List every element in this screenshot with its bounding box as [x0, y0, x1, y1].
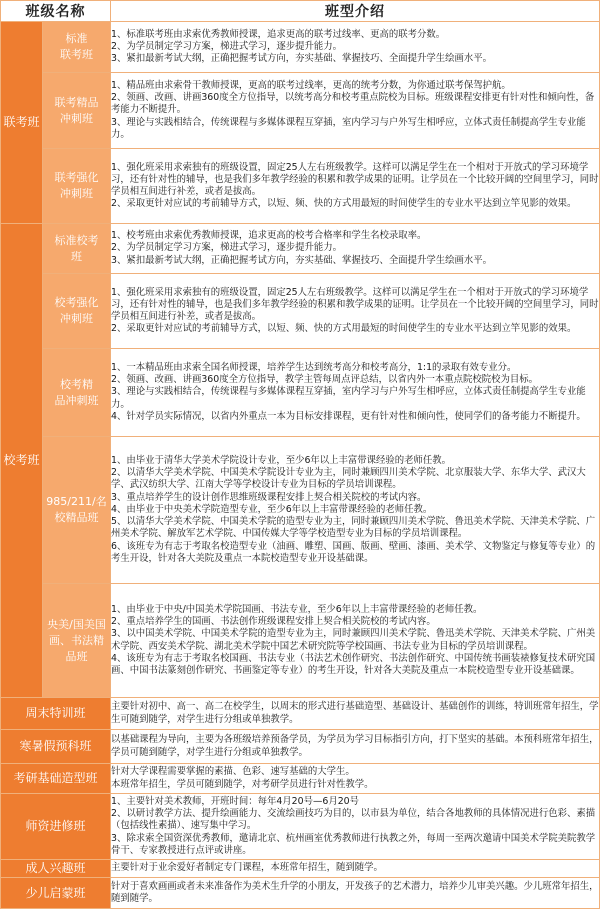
- desc-line: 2、重点培养学生的国画、书法创作班级课程安排上契合相关院校的考试内容。: [111, 616, 436, 628]
- class-name-label: 985/211/名 校精品班: [46, 495, 107, 524]
- class-adult: 成人兴趣班: [1, 860, 111, 878]
- table-row: [1, 730, 600, 764]
- desc-line: 1、精品班由求索骨干教师授课，更高的联考过线率，更高的统考分数，为你通过联考保驾护航。: [111, 79, 511, 91]
- desc-line: 针对于喜欢画画或者未来准备作为美术生升学的小朋友，开发孩子的艺术潜力，培养少儿审美兴趣。少儿班常年招生，随到随学。: [111, 880, 599, 904]
- class-description: [111, 584, 600, 698]
- desc-line: 3、除求索全国资深优秀教师，邀请北京、杭州画室优秀教师进行执教之外，每周一至两次邀请中国美术学院美院教学骨干、专家教授进行点评或讲座。: [111, 832, 596, 856]
- desc-line: 3、紧扣最新考试大纲，正确把握考试方向，夯实基础、掌握技巧、全面提升学生绘画水平。: [111, 254, 492, 266]
- class-description: [111, 349, 600, 437]
- class-name-label: 校考精 品冲刺班: [54, 377, 99, 407]
- desc-line: 2、领画、改画、讲画360度全方位指导，以统考高分和校考重点院校为目标。班级课程安排更有针对性和倾向性，备考能力不断提升。: [111, 92, 595, 116]
- desc-line: 2、为学员制定学习方案，梯进式学习，逐步提升能力。: [111, 242, 342, 254]
- desc-line: 2、采取更针对应试的考前辅导方式，以短、频、快的方式用最短的时间使学生的专业水平达到立竿见影的效果。: [111, 198, 577, 210]
- table-row: [1, 878, 600, 909]
- desc-line: 4、针对学员实际情况，以省内外重点一本为目标安排课程，更有针对性和倾向性，使同学们的备考能力不断提升。: [111, 410, 586, 422]
- desc-line: 主要针对初中、高一、高二在校学生，以周末的形式进行基础造型、基础设计、基础创作的训练，特训班常年招生，学生可随到随学，对学生进行分组或单独教学。: [111, 701, 599, 725]
- desc-line: 1、一本精品班由求索全国名师授课，培养学生达到统考高分和校考高分，1:1的录取有效专业分。: [111, 361, 517, 373]
- desc-line: 主要针对于业余爱好者制定专门课程，本班常年招生，随到随学。: [111, 862, 383, 874]
- class-teacher: 师资进修班: [1, 794, 111, 860]
- class-children: 少儿启蒙班: [1, 878, 111, 909]
- desc-line: 以基础课程为导向，主要为各班级培养预备学员，为学员为学习目标指引方向，打下坚实的基础。本预科班常年招生，学员可随到随学，对学生进行分组或单独教学。: [111, 734, 599, 758]
- class-name: [43, 274, 111, 349]
- desc-line: 4、由毕业于中央美术学院造型专业，至少6年以上丰富带课经验的老师任教。: [111, 503, 433, 515]
- desc-line: 6、该班专为有志于考取名校造型专业（油画、雕塑、国画、版画、壁画、漆画、美术学、文物鉴定与修复等专业）的考生开设，针对各大美院及重点一本院校造型专业开设基础课。: [111, 540, 596, 564]
- desc-line: 2、为学员制定学习方案，梯进式学习，逐步提升能力。: [111, 40, 342, 52]
- class-description: [111, 698, 600, 730]
- class-description: [111, 274, 600, 349]
- class-holiday: 寒暑假预科班: [1, 730, 111, 764]
- desc-line: 3、紧扣最新考试大纲，正确把握考试方向，夯实基础、掌握技巧、全面提升学生绘画水平。: [111, 53, 492, 65]
- table-row: [1, 22, 600, 73]
- desc-line: 3、以中国美术学院、中国美术学院的造型专业为主，同时兼顾四川美术学院、鲁迅美术学院、天津美术学院、广州美术学院、西安美术学院、湖北美术学院中国艺术研究院等学校国画、书法专业为目标的学员培训课程。: [111, 628, 596, 652]
- desc-line: 2、以研讨教学方法、提升绘画能力、交流绘画技巧为目的，以市县为单位，结合各地教师的具体情况进行色彩、素描（包括线性素描）、速写集中学习。: [111, 808, 596, 832]
- class-name: [43, 349, 111, 437]
- class-weekend: 周末特训班: [1, 698, 111, 730]
- header-class-name: 班级名称: [1, 1, 111, 22]
- table-row: [1, 764, 600, 794]
- desc-line: 1、主要针对美术教师，开班时间：每年4月20号—6月20号: [111, 795, 360, 807]
- table-row: [1, 437, 600, 584]
- table-row: [1, 794, 600, 860]
- group-xiaokao: 校考班: [1, 224, 43, 698]
- class-description: [111, 224, 600, 274]
- desc-line: 1、校考班由求索优秀教师授课，追求更高的校考合格率和学生名校录取率。: [111, 230, 427, 242]
- class-name: [43, 437, 111, 584]
- desc-line: 3、重点培养学生的设计创作思维班级课程安排上契合相关院校的考试内容。: [111, 491, 427, 503]
- desc-line: 1、强化班采用求索独有的班级设置，固定25人左右班级教学。这样可以满足学生在一个相对于开放式的学习环境学习，还有针对性的辅导，也是我们多年教学经验的积累和教学成果的证明。让学员在一个比较开阔的空间里学习，同时学员相互间进行补差，或者是拔高。: [111, 286, 599, 322]
- desc-line: 4、该班专为有志于考取名校国画、书法专业（书法艺术创作研究、书法创作研究、中国传统书画装裱修复技术研究国画、中国书法篆刻创作研究、书画鉴定等专业）的考生开设，针对各大美院及重点一本院校造型专业开设基础课。: [111, 652, 596, 676]
- table-row: [1, 149, 600, 224]
- class-name: [43, 22, 111, 73]
- class-description: [111, 437, 600, 584]
- class-description: [111, 73, 600, 149]
- class-description: [111, 878, 600, 909]
- class-description: [111, 149, 600, 224]
- class-description: [111, 730, 600, 764]
- desc-line: 1、强化班采用求索独有的班级设置，固定25人左右班级教学。这样可以满足学生在一个相对于开放式的学习环境学习，还有针对性的辅导，也是我们多年教学经验的积累和教学成果的证明。让学员在一个比较开阔的空间里学习，同时学员相互间进行补差，或者是拔高。: [111, 161, 599, 197]
- class-name-label: 标准校考 班: [54, 233, 99, 263]
- class-description: [111, 22, 600, 73]
- class-name-label: 联考精品 冲刺班: [54, 95, 99, 125]
- class-name: [43, 73, 111, 149]
- desc-line: 本班常年招生，学员可随到随学，对考研学员进行针对性教学。: [111, 778, 374, 790]
- desc-line: 3、理论与实践相结合，传统课程与多媒体课程互穿插，室内学习与户外写生相呼应，立体式责任制提高学生专业能力。: [111, 116, 586, 140]
- class-description: [111, 860, 600, 878]
- class-name-label: 校考强化 冲刺班: [54, 296, 99, 325]
- header-class-intro: 班型介绍: [111, 1, 600, 22]
- header-row: [1, 1, 600, 22]
- desc-line: 1、由毕业于中央/中国美术学院国画、书法专业，至少6年以上丰富带课经验的老师任教。: [111, 603, 483, 615]
- class-name: [43, 224, 111, 274]
- table-row: [1, 584, 600, 698]
- desc-line: 1、由毕业于清华大学美术学院设计专业，至少6年以上丰富带课经验的老师任教。: [111, 455, 452, 467]
- class-name: [43, 584, 111, 698]
- table-row: [1, 860, 600, 878]
- table-row: [1, 224, 600, 274]
- class-name-label: 标准 联考班: [60, 32, 93, 61]
- table-row: [1, 698, 600, 730]
- desc-line: 5、以清华大学美术学院、中国美术学院的造型专业为主，同时兼顾四川美术学院、鲁迅美术学院、天津美术学院、广州美术学院、解放军艺术学院、中国传媒大学等学校造型专业为目标的学员培训课程。: [111, 516, 596, 540]
- desc-line: 2、采取更针对应试的考前辅导方式，以短、频、快的方式用最短的时间使学生的专业水平达到立竿见影的效果。: [111, 323, 577, 335]
- class-description: [111, 764, 600, 794]
- class-description: [111, 794, 600, 860]
- class-name-label: 央美/国美国 画、书法精 品班: [47, 617, 106, 663]
- desc-line: 2、以清华大学美术学院、中国美术学院设计专业为主，同时兼顾四川美术学院、北京服装大学、东华大学、武汉大学、武汉纺织大学、江南大学等学校设计专业为目标的学员培训课程。: [111, 467, 586, 491]
- table-row: [1, 349, 600, 437]
- desc-line: 2、领画、改画、讲画360度全方位指导，教学主管每周点评总结，以省内外一本重点院校院校为目标。: [111, 374, 538, 386]
- table-row: [1, 274, 600, 349]
- class-name-label: 联考强化 冲刺班: [54, 171, 99, 200]
- desc-line: 1、标准联考班由求索优秀教师授课，追求更高的联考过线率、更高的联考分数。: [111, 28, 446, 40]
- table-row: [1, 73, 600, 149]
- desc-line: 3、理论与实践相结合，传统课程与多媒体课程互穿插，室内学习与户外写生相呼应，立体式责任制提高学生专业能力。: [111, 386, 586, 410]
- class-graduate: 考研基础造型班: [1, 764, 111, 794]
- class-name: [43, 149, 111, 224]
- group-liankao: 联考班: [1, 22, 43, 224]
- desc-line: 针对大学课程需要掌握的素描、色彩、速写基础的大学生。: [111, 766, 355, 778]
